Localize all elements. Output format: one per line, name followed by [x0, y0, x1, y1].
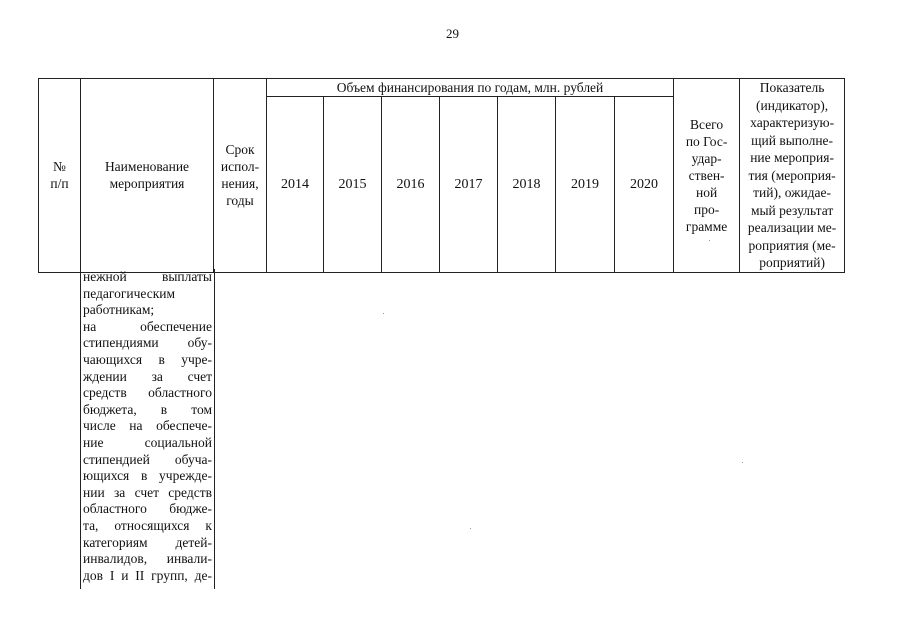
- header-num: [39, 79, 81, 273]
- text-line: та, относящихся к: [83, 517, 212, 533]
- header-indicator-line: тий), ожидае-: [753, 185, 832, 200]
- header-year-2016: 2016: [382, 97, 440, 273]
- header-term-line: нения,: [221, 176, 259, 192]
- text-line: педагогическим: [83, 285, 176, 301]
- scan-speck: [709, 240, 710, 241]
- continuation-text: [81, 269, 214, 584]
- header-total-line: по Гос-: [685, 133, 728, 149]
- text-line: бюджета, в том: [83, 401, 212, 417]
- header-indicator-line: щий выполне-: [751, 132, 834, 148]
- scan-speck: [742, 462, 743, 463]
- header-total-line: про-: [693, 201, 720, 217]
- header-indicator-line: тия (мероприя-: [748, 167, 836, 183]
- header-total-line: грамме: [685, 218, 728, 234]
- text-line: ждении за счет: [83, 368, 212, 384]
- text-line: средств областного: [83, 385, 212, 401]
- scan-speck: [383, 313, 384, 314]
- text-line: нии за счет средств: [83, 484, 212, 500]
- header-total-line: Всего: [690, 116, 724, 132]
- header-indicator-line: роприятия (ме-: [748, 237, 836, 253]
- text-line: на обеспечение: [83, 318, 212, 334]
- scan-speck: [470, 528, 471, 529]
- text-line: нежной выплаты: [83, 269, 212, 284]
- text-line: стипендиями обу-: [83, 335, 212, 351]
- continuation-cell: [80, 269, 215, 589]
- text-line: числе на обеспече-: [83, 418, 212, 434]
- header-term-line: испол-: [220, 159, 260, 175]
- header-financing-group: Объем финансирования по годам, млн. рублей: [267, 79, 674, 97]
- header-num-line: №: [53, 159, 66, 175]
- text-line: инвалидов, инвали-: [83, 551, 212, 567]
- header-indicator-line: мый результат: [750, 202, 834, 218]
- header-indicator-line: роприятий): [759, 255, 825, 270]
- text-line: чающихся в учре-: [83, 351, 212, 367]
- text-line: категориям детей-: [83, 534, 212, 550]
- header-indicator-line: реализации ме-: [747, 220, 837, 235]
- header-name-line: мероприятия: [109, 176, 185, 192]
- header-term-line: годы: [226, 193, 254, 209]
- header-year-2014: 2014: [267, 97, 324, 273]
- header-indicator-line: характеризую-: [750, 115, 835, 130]
- page-number: 29: [446, 26, 459, 41]
- header-year-2020: 2020: [615, 97, 674, 273]
- header-name-line: Наименование: [104, 159, 190, 175]
- header-indicator-line: ние мероприя-: [750, 150, 834, 165]
- header-total-line: ной: [695, 184, 718, 200]
- text-line: работникам;: [83, 302, 155, 318]
- header-year-2018: 2018: [498, 97, 556, 273]
- header-num-line: п/п: [50, 176, 69, 192]
- financing-table: [38, 78, 845, 273]
- header-indicator-line: Показатель: [759, 80, 825, 95]
- header-total: [674, 79, 740, 273]
- text-line: областного бюдже-: [83, 501, 212, 517]
- text-line: ющихся в учрежде-: [83, 468, 212, 484]
- header-indicator: [740, 79, 845, 273]
- header-total-line: ствен-: [688, 167, 725, 183]
- text-line: дов I и II групп, де-: [83, 567, 212, 583]
- header-name: [81, 79, 214, 273]
- header-year-2017: 2017: [440, 97, 498, 273]
- header-term-line: Срок: [225, 142, 255, 158]
- header-year-2019: 2019: [556, 97, 615, 273]
- text-line: стипендией обуча-: [83, 451, 212, 467]
- header-indicator-line: (индикатор),: [756, 97, 829, 113]
- text-line: ние социальной: [83, 434, 212, 450]
- header-year-2015: 2015: [324, 97, 382, 273]
- header-total-line: удар-: [691, 150, 722, 166]
- header-term: [214, 79, 267, 273]
